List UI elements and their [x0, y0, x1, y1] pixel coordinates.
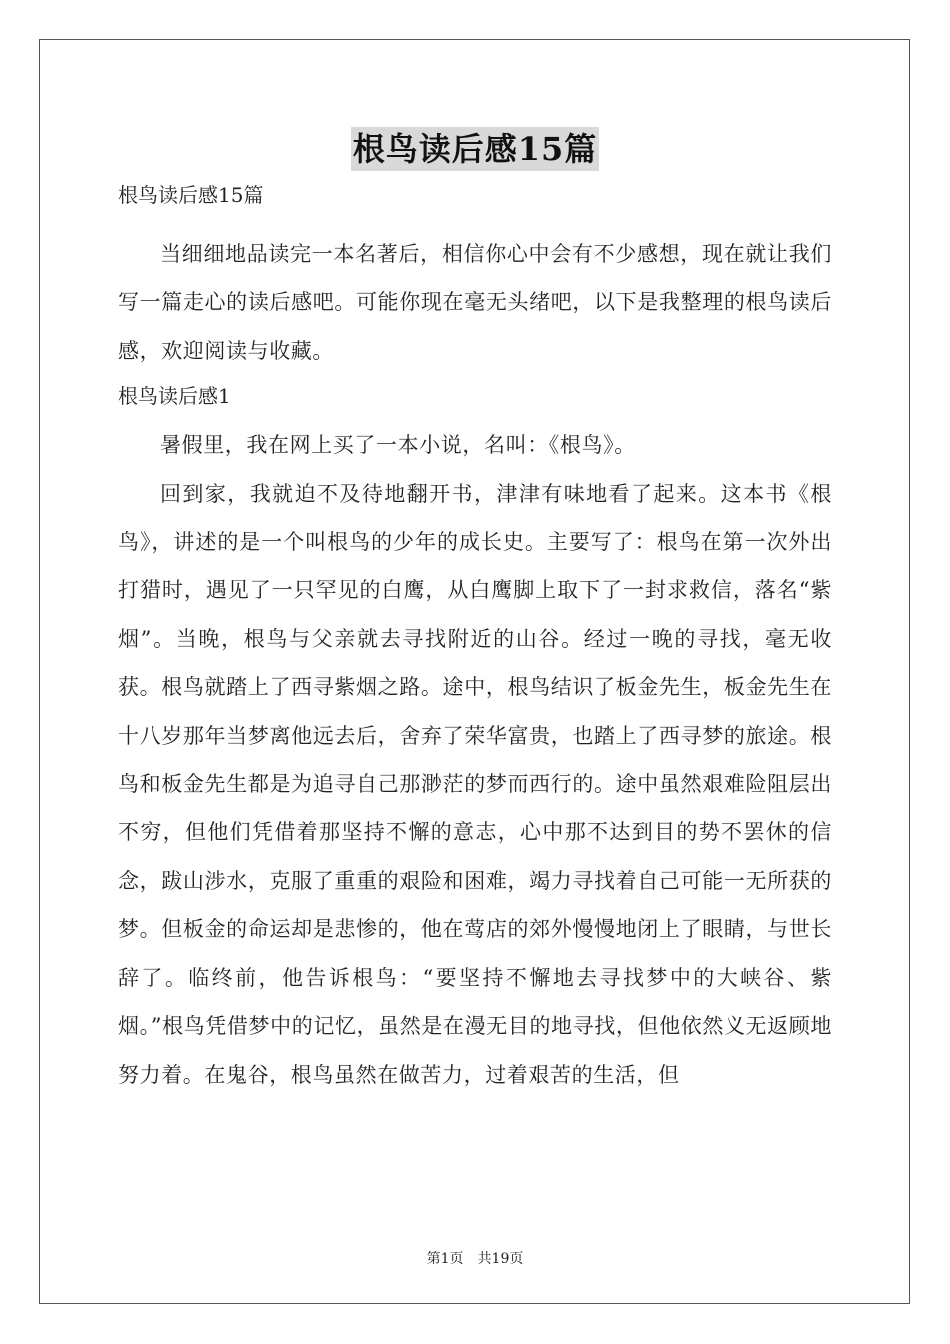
intro-paragraph: 当细细地品读完一本名著后，相信你心中会有不少感想，现在就让我们写一篇走心的读后感吧。可能你现在毫无头绪吧，以下是我整理的根鸟读后感，欢迎阅读与收藏。: [118, 242, 832, 363]
body-paragraph: 暑假里，我在网上买了一本小说，名叫：《根鸟》。: [160, 433, 636, 458]
subtitle: 根鸟读后感15篇: [118, 183, 264, 207]
page-footer: 第1页 共19页: [426, 1251, 524, 1267]
title-wrap: [0, 127, 950, 171]
section-heading: 根鸟读后感1: [118, 384, 231, 409]
body-paragraph: 回到家，我就迫不及待地翻开书，津津有味地看了起来。这本书《根鸟》，讲述的是一个叫根鸟的少年的成长史。主要写了：根鸟在第一次外出打猎时，遇见了一只罕见的白鹰，从白鹰脚上取下了一封求救信，落名“紫烟”。当晚，根鸟与父亲就去寻找附近的山谷。经过一晚的寻找，毫无收获。根鸟就踏上了西寻紫烟之路。途中，根鸟结识了板金先生，板金先生在十八岁那年当梦离他远去后，舍弃了荣华富贵，也踏上了西寻梦的旅途。根鸟和板金先生都是为追寻自己那渺茫的梦而西行的。途中虽然艰难险阻层出不穷，但他们凭借着那坚持不懈的意志，心中那不达到目的势不罢休的信念，跋山涉水，克服了重重的艰险和困难，竭力寻找着自己可能一无所获的梦。但板金的命运却是悲惨的，他在莺店的郊外慢慢地闭上了眼睛，与世长辞了。临终前，他告诉根鸟：“要坚持不懈地去寻找梦中的大峡谷、紫烟。”根鸟凭借梦中的记忆，虽然是在漫无目的地寻找，但他依然义无返顾地努力着。在鬼谷，根鸟虽然在做苦力，过着艰苦的生活，但: [118, 481, 832, 1087]
document-body: [118, 180, 832, 1099]
document-title: 根鸟读后感15篇: [351, 127, 600, 171]
